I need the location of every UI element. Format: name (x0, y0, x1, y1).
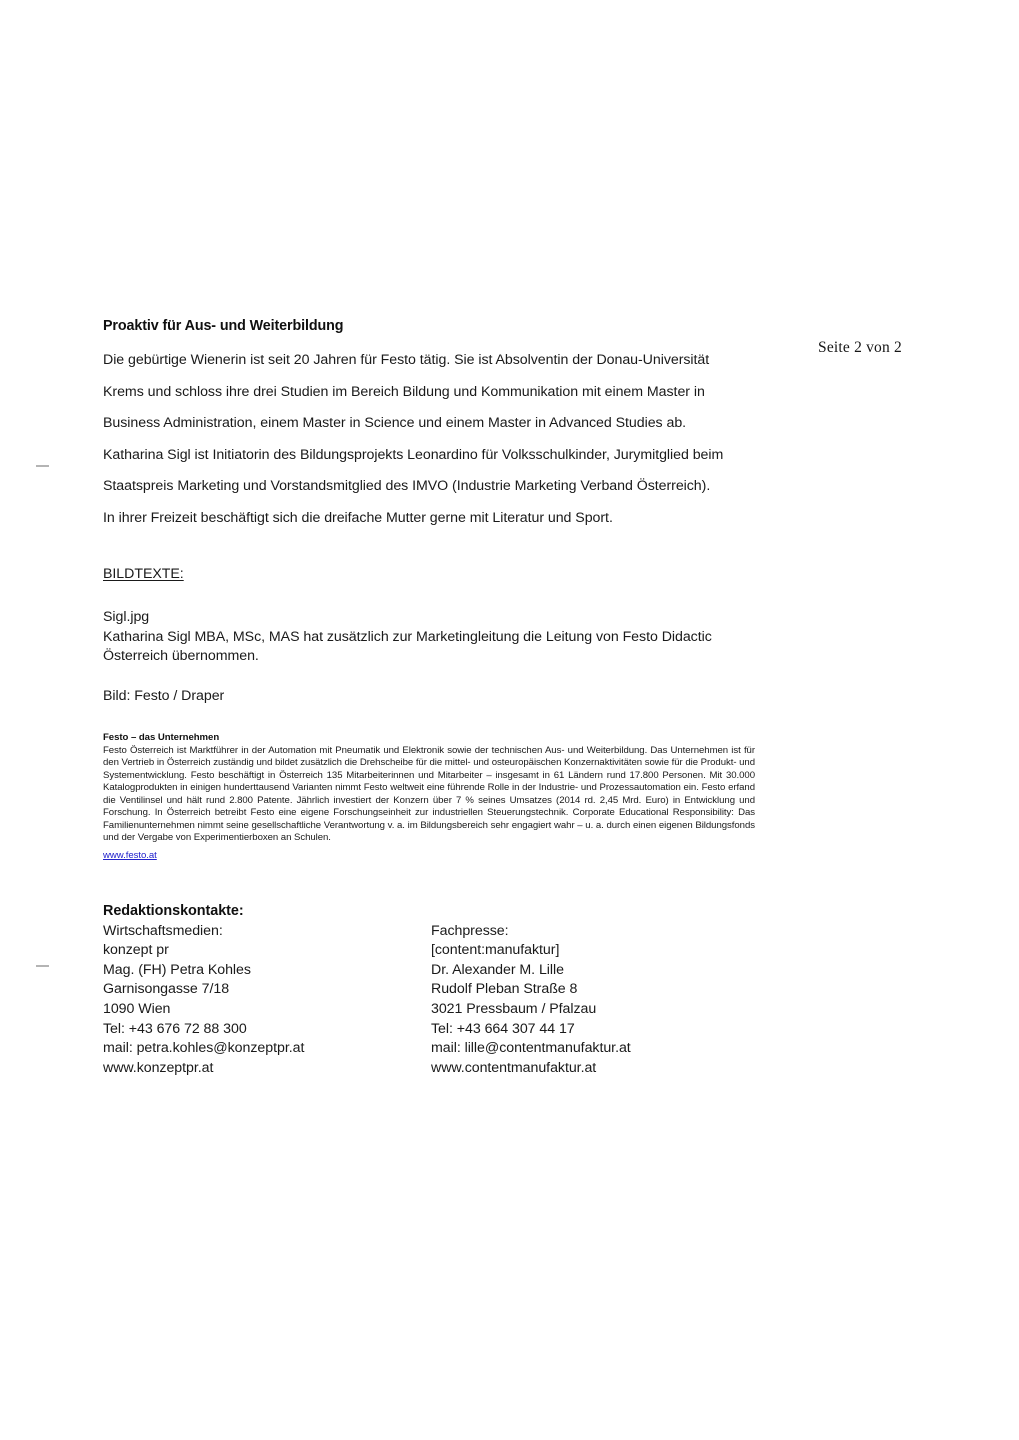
bildtexte-line: Österreich übernommen. (103, 648, 259, 665)
bildtexte-caption-block (103, 608, 743, 667)
lead-line: Die gebürtige Wienerin ist seit 20 Jahren für Festo tätig. Sie ist Absolventin der Donau-Universität (103, 352, 710, 368)
contact-email: mail: lille@contentmanufaktur.at (431, 1040, 631, 1057)
contact-line: Garnisongasse 7/18 (103, 981, 230, 998)
company-boilerplate (103, 732, 755, 862)
editorial-contacts (103, 902, 803, 1082)
section-heading-bildtexte: BILDTEXTE: (103, 566, 184, 582)
lead-line: Krems und schloss ihre drei Studien im Bereich Bildung und Kommunikation mit einem Master in (103, 383, 705, 400)
contact-phone: Tel: +43 676 72 88 300 (103, 1020, 247, 1037)
contact-line: Mag. (FH) Petra Kohles (103, 961, 251, 978)
contact-line: konzept pr (103, 942, 169, 959)
lead-line: In ihrer Freizeit beschäftigt sich die dreifache Mutter gerne mit Literatur und Sport. (103, 509, 613, 526)
contact-line: 1090 Wien (103, 1000, 171, 1017)
contact-line: Wirtschaftsmedien: (103, 922, 223, 939)
page-number: Seite 2 von 2 (818, 339, 902, 356)
bildtexte-line: Sigl.jpg (103, 609, 150, 625)
contact-phone: Tel: +43 664 307 44 17 (431, 1020, 575, 1037)
margin-scan-mark (36, 465, 49, 467)
festo-website-link[interactable]: www.festo.at (103, 849, 157, 861)
lead-paragraph (103, 345, 743, 534)
contact-column-wirtschaftsmedien (103, 922, 304, 1079)
contact-line: Fachpresse: (431, 922, 509, 939)
contact-website: www.konzeptpr.at (103, 1059, 214, 1076)
main-content (103, 318, 755, 863)
image-credit: Bild: Festo / Draper (103, 687, 225, 704)
contact-line: Rudolf Pleban Straße 8 (431, 981, 578, 998)
lead-line: Business Administration, einem Master in Science und einem Master in Advanced Studies ab. (103, 415, 687, 431)
lead-line: Katharina Sigl ist Initiatorin des Bildungsprojekts Leonardino für Volksschulkinder, Jurymitglied beim (103, 446, 724, 463)
contact-line: [content:manufaktur] (431, 942, 560, 959)
margin-scan-mark (36, 965, 49, 967)
contact-line: 3021 Pressbaum / Pfalzau (431, 1000, 597, 1017)
boilerplate-text: Festo Österreich ist Marktführer in der Automation mit Pneumatik und Elektronik sowie der technischen Aus- und Weiterbildung. Das Unternehmen ist für den Vertrieb in Österreich zuständig und bildet zusätzlich die Drehscheibe für die mittel- und osteuropäischen Konzernaktivitäten sowie für die Produkt- und Systementwicklung. Festo beschäftigt in Österreich 135 Mitarbeiterinnen und Mitarbeiter – insgesamt in 61 Ländern rund 17.800 Personen. Mit 30.000 Katalogprodukten in einigen hunderttausend Varianten nimmt Festo weltweit eine führende Rolle in der Industrie- und Prozessautomation ein. Festo erfand die Ventilinsel und hält rund 2.800 Patente. Jährlich investiert der Konzern über 7 % seines Umsatzes (2014 rd. 2,45 Mrd. Euro) in Entwicklung und Forschung. In Österreich betreibt Festo eine eigene Forschungseinheit zur industriellen Steuerungstechnik. Corporate Educational Responsibility: Das Familienunternehmen nimmt seine gesellschaftliche Verantwortung v. a. im Bildungsbereich sehr engagiert wahr – u. a. durch einen eigenen Bildungsfonds und der Vergabe von Experimentierboxen an Schulen. (103, 744, 755, 844)
contacts-title: Redaktionskontakte: (103, 903, 244, 919)
section-heading-proaktiv: Proaktiv für Aus- und Weiterbildung (103, 318, 344, 334)
bildtexte-line: Katharina Sigl MBA, MSc, MAS hat zusätzlich zur Marketingleitung die Leitung von Festo Didactic (103, 628, 712, 645)
contact-line: Dr. Alexander M. Lille (431, 961, 564, 978)
contact-website: www.contentmanufaktur.at (431, 1059, 597, 1076)
boilerplate-heading: Festo – das Unternehmen (103, 732, 220, 744)
contact-email: mail: petra.kohles@konzeptpr.at (103, 1040, 305, 1057)
lead-line: Staatspreis Marketing und Vorstandsmitglied des IMVO (Industrie Marketing Verband Österreich). (103, 478, 711, 494)
contact-column-fachpresse (431, 922, 631, 1079)
